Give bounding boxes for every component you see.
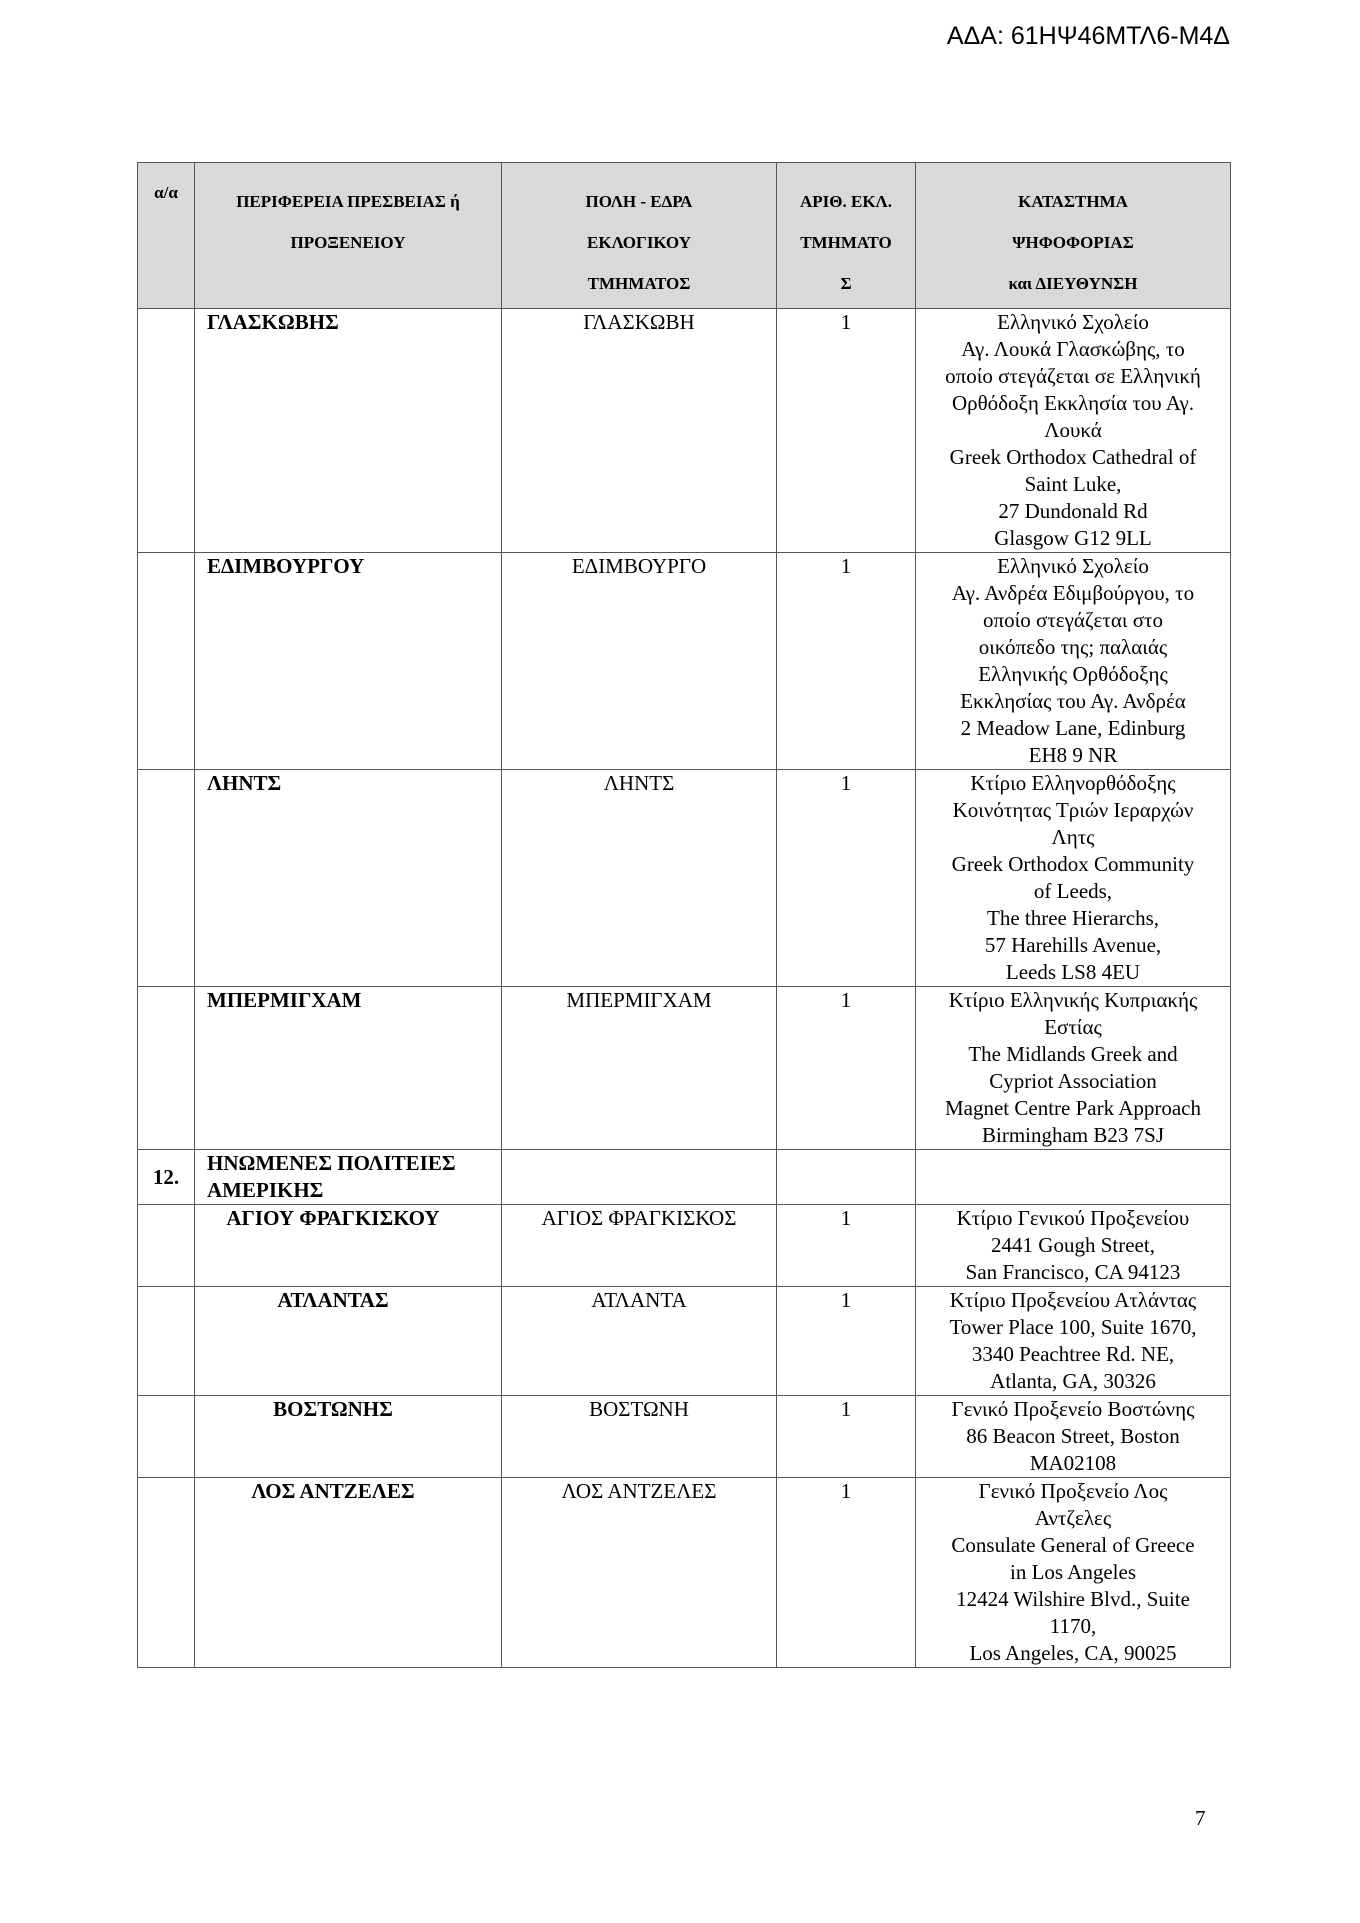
address-line: Εκκλησίας του Αγ. Ανδρέα: [960, 689, 1186, 713]
city-cell: ΓΛΑΣΚΩΒΗ: [502, 309, 777, 553]
station-number-cell: 1: [777, 770, 916, 987]
region-cell: ΑΓΙΟΥ ΦΡΑΓΚΙΣΚΟΥ: [195, 1205, 502, 1287]
station-number-cell: 1: [777, 1287, 916, 1396]
address-cell: [916, 1205, 1231, 1287]
address-line: Κτίριο Γενικού Προξενείου: [956, 1206, 1190, 1230]
address-cell: [916, 309, 1231, 553]
header-line: Σ: [840, 274, 852, 293]
address-line: Birmingham B23 7SJ: [981, 1123, 1165, 1147]
address-line: Greek Orthodox Community: [951, 852, 1195, 876]
address-line: Αγ. Ανδρέα Εδιμβούργου, το: [951, 581, 1195, 605]
city-cell: ΛΗΝΤΣ: [502, 770, 777, 987]
group-index: 12.: [138, 1150, 195, 1205]
index-cell: [138, 1478, 195, 1668]
city-cell: ΑΓΙΟΣ ΦΡΑΓΚΙΣΚΟΣ: [502, 1205, 777, 1287]
address-line: Tower Place 100, Suite 1670,: [949, 1315, 1197, 1339]
region-cell: ΓΛΑΣΚΩΒΗΣ: [195, 309, 502, 553]
group-name-line: ΗΝΩΜΕΝΕΣ ΠΟΛΙΤΕΙΕΣ: [207, 1151, 456, 1175]
address-cell: [916, 1287, 1231, 1396]
table-row: [138, 553, 1231, 770]
header-line: ΤΜΗΜΑΤΟ: [800, 233, 892, 252]
region-cell: ΕΔΙΜΒΟΥΡΓΟΥ: [195, 553, 502, 770]
empty-cell: [777, 1150, 916, 1205]
col-header-index: α/α: [138, 163, 195, 309]
header-line: ΤΜΗΜΑΤΟΣ: [587, 274, 691, 293]
header-line: ΕΚΛΟΓΙΚΟΥ: [587, 233, 691, 252]
address-line: 86 Beacon Street, Boston: [966, 1424, 1180, 1448]
city-cell: ΕΔΙΜΒΟΥΡΓΟ: [502, 553, 777, 770]
table-row: [138, 1287, 1231, 1396]
region-cell: ΒΟΣΤΩΝΗΣ: [195, 1396, 502, 1478]
empty-cell: [916, 1150, 1231, 1205]
header-line: ΚΑΤΑΣΤΗΜΑ: [1018, 192, 1128, 211]
header-line: ΑΡΙΘ. ΕΚΛ.: [800, 192, 892, 211]
group-name: [195, 1150, 502, 1205]
col-header-number: [777, 163, 916, 309]
index-cell: [138, 1396, 195, 1478]
address-line: Κτίριο Ελληνορθόδοξης: [970, 771, 1176, 795]
header-line: και ΔΙΕΥΘΥΝΣΗ: [1008, 274, 1138, 293]
address-line: Λουκά: [1044, 418, 1102, 442]
region-cell: ΛΗΝΤΣ: [195, 770, 502, 987]
table-row: [138, 770, 1231, 987]
address-line: Consulate General of Greece: [951, 1533, 1195, 1557]
group-row: [138, 1150, 1231, 1205]
address-line: Glasgow G12 9LL: [994, 526, 1152, 550]
address-line: 1170,: [1049, 1614, 1097, 1638]
address-line: Los Angeles, CA, 90025: [969, 1641, 1177, 1665]
polling-stations-table: [137, 162, 1231, 1668]
region-cell: ΑΤΛΑΝΤΑΣ: [195, 1287, 502, 1396]
index-cell: [138, 770, 195, 987]
address-line: Saint Luke,: [1024, 472, 1122, 496]
address-line: Εστίας: [1044, 1015, 1102, 1039]
address-line: in Los Angeles: [1010, 1560, 1136, 1584]
index-cell: [138, 309, 195, 553]
address-line: Cypriot Association: [989, 1069, 1157, 1093]
address-line: οποίο στεγάζεται σε Ελληνική: [945, 364, 1201, 388]
station-number-cell: 1: [777, 1205, 916, 1287]
header-line: ΠΡΟΞΕΝΕΙΟΥ: [290, 233, 406, 252]
address-line: Ελληνικό Σχολείο: [997, 310, 1149, 334]
table-row: [138, 309, 1231, 553]
address-line: Λητς: [1051, 825, 1095, 849]
col-header-city: [502, 163, 777, 309]
address-line: 3340 Peachtree Rd. NE,: [971, 1342, 1175, 1366]
address-line: οικόπεδο της; παλαιάς: [978, 635, 1168, 659]
address-line: Ελληνικής Ορθόδοξης: [978, 662, 1168, 686]
address-line: MA02108: [1029, 1451, 1117, 1475]
ada-code: ΑΔΑ: 61ΗΨ46ΜΤΛ6-Μ4Δ: [946, 22, 1230, 50]
station-number-cell: 1: [777, 309, 916, 553]
address-line: 2 Meadow Lane, Edinburg: [960, 716, 1186, 740]
col-header-address: [916, 163, 1231, 309]
address-line: Αντζελες: [1034, 1506, 1112, 1530]
col-header-region: [195, 163, 502, 309]
city-cell: ΜΠΕΡΜΙΓΧΑΜ: [502, 987, 777, 1150]
table-row: [138, 1396, 1231, 1478]
address-line: Atlanta, GA, 30326: [990, 1369, 1156, 1393]
address-line: Ορθόδοξη Εκκλησία του Αγ.: [951, 391, 1195, 415]
empty-cell: [502, 1150, 777, 1205]
city-cell: ΒΟΣΤΩΝΗ: [502, 1396, 777, 1478]
address-line: 12424 Wilshire Blvd., Suite: [956, 1587, 1190, 1611]
region-cell: ΜΠΕΡΜΙΓΧΑΜ: [195, 987, 502, 1150]
address-line: Γενικό Προξενείο Λος: [978, 1479, 1168, 1503]
address-line: Κτίριο Προξενείου Ατλάντας: [949, 1288, 1197, 1312]
address-cell: [916, 553, 1231, 770]
address-line: Greek Orthodox Cathedral of: [949, 445, 1197, 469]
group-name-line: ΑΜΕΡΙΚΗΣ: [207, 1178, 324, 1202]
address-line: EH8 9 NR: [1028, 743, 1118, 767]
address-line: οποίο στεγάζεται στο: [983, 608, 1163, 632]
station-number-cell: 1: [777, 1478, 916, 1668]
address-line: Magnet Centre Park Approach: [944, 1096, 1201, 1120]
address-line: 27 Dundonald Rd: [998, 499, 1148, 523]
address-line: Κτίριο Ελληνικής Κυπριακής: [948, 988, 1198, 1012]
index-cell: [138, 1205, 195, 1287]
address-line: 57 Harehills Avenue,: [984, 933, 1162, 957]
address-line: Κοινότητας Τριών Ιεραρχών: [952, 798, 1194, 822]
table-header-row: [138, 163, 1231, 309]
address-line: Ελληνικό Σχολείο: [997, 554, 1149, 578]
index-cell: [138, 1287, 195, 1396]
address-line: The three Hierarchs,: [987, 906, 1159, 930]
address-line: The Midlands Greek and: [968, 1042, 1178, 1066]
table-row: [138, 1478, 1231, 1668]
station-number-cell: 1: [777, 553, 916, 770]
header-line: ΠΟΛΗ - ΕΔΡΑ: [585, 192, 693, 211]
address-cell: [916, 1396, 1231, 1478]
index-cell: [138, 553, 195, 770]
address-cell: [916, 770, 1231, 987]
address-cell: [916, 987, 1231, 1150]
header-line: ΨΗΦΟΦΟΡΙΑΣ: [1012, 233, 1134, 252]
header-line: ΠΕΡΙΦΕΡΕΙΑ ΠΡΕΣΒΕΙΑΣ ή: [236, 192, 460, 211]
address-line: 2441 Gough Street,: [991, 1233, 1155, 1257]
address-line: of Leeds,: [1033, 879, 1113, 903]
city-cell: ΛΟΣ ΑΝΤΖΕΛΕΣ: [502, 1478, 777, 1668]
table-row: [138, 987, 1231, 1150]
index-cell: [138, 987, 195, 1150]
table-row: [138, 1205, 1231, 1287]
address-line: San Francisco, CA 94123: [965, 1260, 1181, 1284]
address-line: Leeds LS8 4EU: [1005, 960, 1141, 984]
address-line: Αγ. Λουκά Γλασκώβης, το: [961, 337, 1185, 361]
page-number: 7: [1195, 1806, 1206, 1830]
address-line: Γενικό Προξενείο Βοστώνης: [951, 1397, 1195, 1421]
station-number-cell: 1: [777, 987, 916, 1150]
region-cell: ΛΟΣ ΑΝΤΖΕΛΕΣ: [195, 1478, 502, 1668]
station-number-cell: 1: [777, 1396, 916, 1478]
city-cell: ΑΤΛΑΝΤΑ: [502, 1287, 777, 1396]
address-cell: [916, 1478, 1231, 1668]
